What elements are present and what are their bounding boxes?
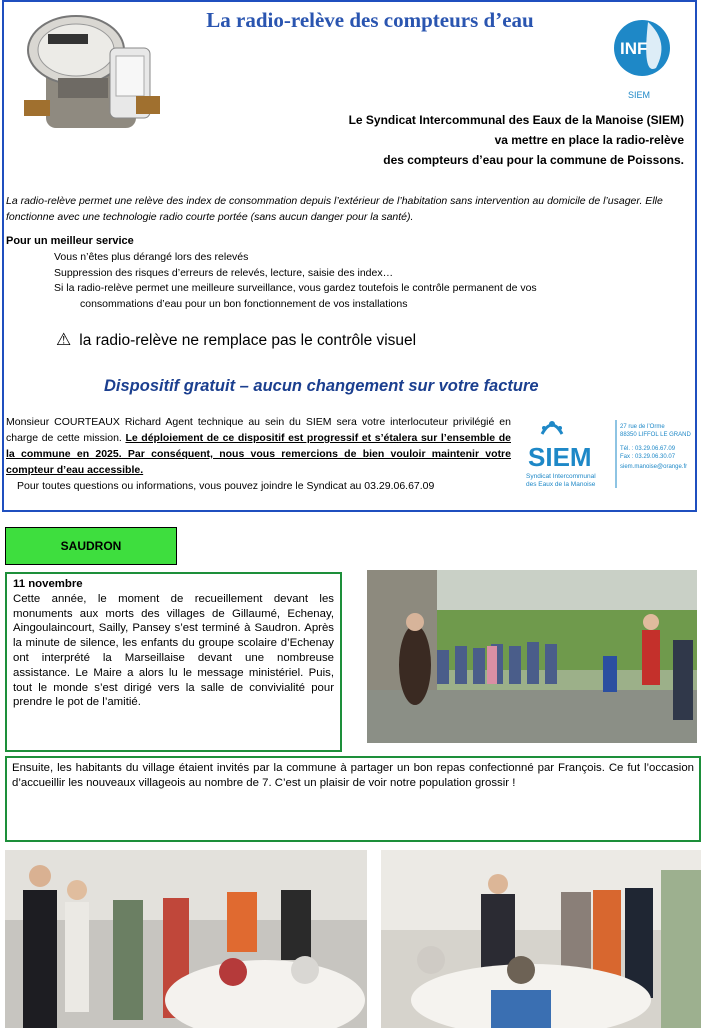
siem-intro-line-2: va mettre en place la radio-relève xyxy=(494,133,684,147)
siem-intro xyxy=(250,110,684,170)
free-device-banner: Dispositif gratuit – aucun changement sur votre facture xyxy=(104,377,539,395)
service-heading: Pour un meilleur service xyxy=(6,235,134,247)
photo-meal-right xyxy=(381,850,701,1028)
siem-intro-line-3: des compteurs d’eau pour la commune de Poissons. xyxy=(383,153,684,167)
siem-intro-line-1: Le Syndicat Intercommunal des Eaux de la Manoise (SIEM) xyxy=(348,113,684,127)
info-logo-caption: SIEM xyxy=(628,90,651,100)
service-item: consommations d’eau pour un bon fonctionnement de vos installations xyxy=(80,297,408,310)
page-title: La radio-relève des compteurs d’eau xyxy=(206,8,534,32)
contact-phone-line: Pour toutes questions ou informations, vous pouvez joindre le Syndicat au 03.29.06.67.09 xyxy=(17,480,435,492)
photo-meal-left xyxy=(5,850,367,1028)
contact-underlined-text: Le déploiement de ce dispositif est progressif et s’étalera sur l’ensemble de la commune en 2025. Par conséquent, nous vous remercions de bien vouloir maintenir votre compteur d’eau accessible. xyxy=(6,432,511,476)
section-label-saudron: SAUDRON xyxy=(5,527,177,565)
water-meter-image xyxy=(18,8,168,143)
siem-address-2: 88350 LIFFOL LE GRAND xyxy=(620,432,691,438)
service-list xyxy=(54,250,654,312)
article-meal: Ensuite, les habitants du village étaient invités par la commune à partager un bon repas confectionné par François. Ce fut l’occasion d’accueillir les nouveaux villageois au nombre de 7. C’est un plaisir de voir notre population grossir ! xyxy=(5,756,701,842)
photo-ceremony xyxy=(367,570,697,743)
service-item: Vous n’êtes plus dérangé lors des relevés xyxy=(54,251,249,263)
siem-fax: Fax : 03.29.06.30.07 xyxy=(620,454,676,460)
siem-logo xyxy=(520,414,692,494)
siem-logo-name: SIEM xyxy=(528,442,592,472)
siem-email: siem.manoise@orange.fr xyxy=(620,464,688,470)
siem-logo-subtitle-2: des Eaux de la Manoise xyxy=(526,481,596,488)
article-body: Cette année, le moment de recueillement devant les monuments aux morts des villages de Gillaumé, Echenay, Aingoulaincourt, Sailly, Pansey s’est terminé à Saudron. Après la minute de silence, les enfants du groupe scolaire d’Echenay ont interprété la Marseillaise devant une nombreuse assistance. Le Maire a alors lu le message ministériel. Puis, tout le monde s’est dirigé vers la salle de convivialité pour prendre le pot de l’amitié. xyxy=(13,592,334,709)
siem-tel: Tél. : 03.29.06.67.09 xyxy=(620,446,676,452)
siem-address-1: 27 rue de l’Orme xyxy=(620,424,665,430)
warning-triangle-icon: ⚠ xyxy=(56,330,72,349)
service-item: Suppression des risques d’erreurs de relevés, lecture, saisie des index… xyxy=(54,266,394,279)
article-date: 11 novembre xyxy=(13,578,83,590)
article-armistice xyxy=(5,572,342,752)
contact-paragraph xyxy=(6,414,511,478)
warning-notice xyxy=(56,330,416,350)
contact-text: Monsieur COURTEAUX Richard Agent technique au sein du SIEM sera votre interlocuteur privilégié en charge de cette mission. xyxy=(6,416,511,444)
info-logo-text: INF xyxy=(620,39,648,58)
service-item: Si la radio-relève permet une meilleure surveillance, vous gardez toutefois le contrôle permanent de vos xyxy=(54,282,537,294)
siem-logo-subtitle-1: Syndicat Intercommunal xyxy=(526,473,596,480)
description-paragraph: La radio-relève permet une relève des index de consommation depuis l’extérieur de l’habitation sans intervention au domicile de l’usager. Elle fonctionne avec une technologie radio courte portée (sans aucun danger pour la santé). xyxy=(6,195,663,223)
info-logo xyxy=(608,16,678,102)
warning-text: la radio-relève ne remplace pas le contrôle visuel xyxy=(79,332,417,349)
